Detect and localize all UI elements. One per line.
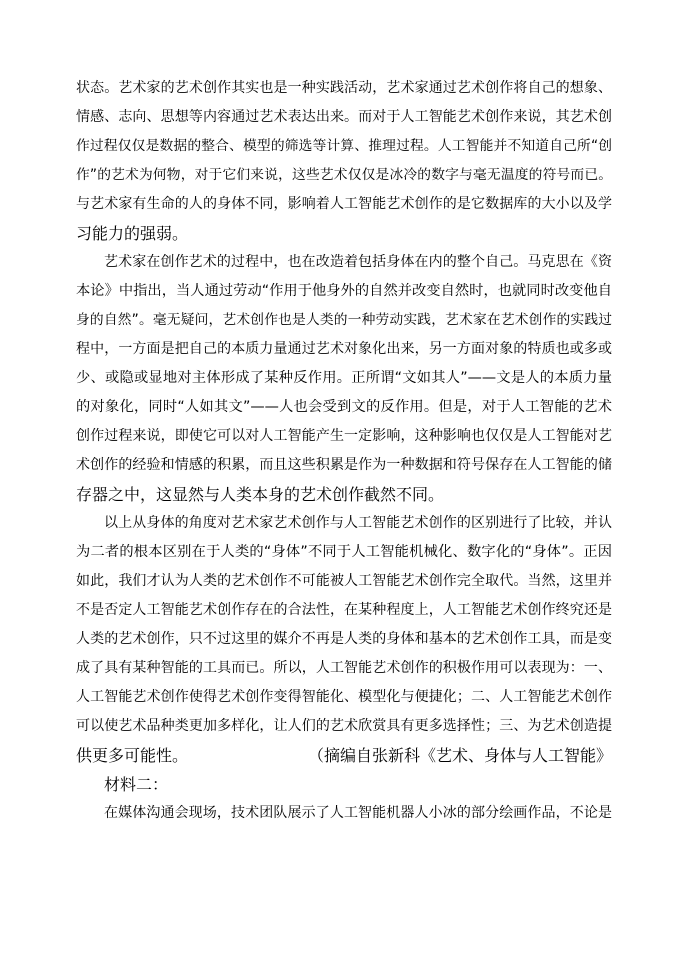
text-line: 习能力的强弱。 — [76, 224, 189, 243]
text-line: 以上从身体的角度对艺术家艺术创作与人工智能艺术创作的区别进行了比较，并认 — [104, 515, 612, 531]
text-line: 身的自然”。毫无疑问，艺术创作也是人类的一种劳动实践，艺术家在艺术创作的实践过 — [76, 312, 612, 328]
text-line: 术创作的经验和情感的积累，而且这些积累是作为一种数据和符号保存在人工智能的储 — [76, 457, 612, 473]
text-line-end: 供更多可能性。 — [76, 746, 189, 765]
text-line: 作过程仅仅是数据的整合、模型的筛选等计算、推理过程。人工智能并不知道自己所“创 — [76, 138, 612, 154]
text-line: 的对象化，同时“人如其文”——人也会受到文的反作用。但是，对于人工智能的艺术 — [76, 399, 612, 415]
text-line: 在媒体沟通会现场，技术团队展示了人工智能机器人小冰的部分绘画作品，不论是 — [104, 805, 612, 821]
text-line: 艺术家在创作艺术的过程中，也在改造着包括身体在内的整个自己。马克思在《资 — [104, 254, 612, 270]
text-line: 不是否定人工智能艺术创作存在的合法性，在某种程度上，人工智能艺术创作终究还是 — [76, 602, 612, 618]
text-line: 情感、志向、思想等内容通过艺术表达出来。而对于人工智能艺术创作来说，其艺术创 — [76, 109, 612, 125]
paragraph-3 — [76, 509, 612, 770]
paragraph-2 — [76, 248, 612, 509]
text-line: 如此，我们才认为人类的艺术创作不可能被人工智能艺术创作完全取代。当然，这里并 — [76, 573, 612, 589]
paragraph-1 — [76, 74, 612, 248]
material-heading: 材料二： — [104, 775, 169, 794]
text-line: 作”的艺术为何物，对于它们来说，这些艺术仅仅是冰冷的数字与毫无温度的符号而已。 — [76, 167, 612, 183]
text-line: 本论》中指出，当人通过劳动“作用于他身外的自然并改变自然时，也就同时改变他自 — [76, 283, 612, 299]
text-line: 状态。艺术家的艺术创作其实也是一种实践活动，艺术家通过艺术创作将自己的想象、 — [76, 80, 612, 96]
document-page — [76, 74, 612, 828]
text-line: 成了具有某种智能的工具而已。所以，人工智能艺术创作的积极作用可以表现为：一、 — [76, 660, 612, 676]
text-line: 程中，一方面是把自己的本质力量通过艺术对象化出来，另一方面对象的特质也或多或 — [76, 341, 612, 357]
text-line-with-citation — [76, 741, 612, 770]
text-line: 创作过程来说，即使它可以对人工智能产生一定影响，这种影响也仅仅是人工智能对艺 — [76, 428, 612, 444]
source-citation: （摘编自张新科《艺术、身体与人工智能》 — [307, 746, 612, 765]
text-line: 可以使艺术品种类更加多样化，让人们的艺术欣赏具有更多选择性；三、为艺术创造提 — [76, 718, 612, 734]
text-line: 人工智能艺术创作使得艺术创作变得智能化、模型化与便捷化；二、人工智能艺术创作 — [76, 689, 612, 705]
text-line: 存器之中，这显然与人类本身的艺术创作截然不同。 — [76, 485, 445, 504]
text-line: 少、或隐或显地对主体形成了某种反作用。正所谓“文如其人”——文是人的本质力量 — [76, 370, 612, 386]
text-line: 为二者的根本区别在于人类的“身体”不同于人工智能机械化、数字化的“身体”。正因 — [76, 544, 612, 560]
text-line: 人类的艺术创作，只不过这里的媒介不再是人类的身体和基本的艺术创作工具，而是变 — [76, 631, 612, 647]
text-line: 与艺术家有生命的人的身体不同，影响着人工智能艺术创作的是它数据库的大小以及学 — [76, 196, 612, 212]
